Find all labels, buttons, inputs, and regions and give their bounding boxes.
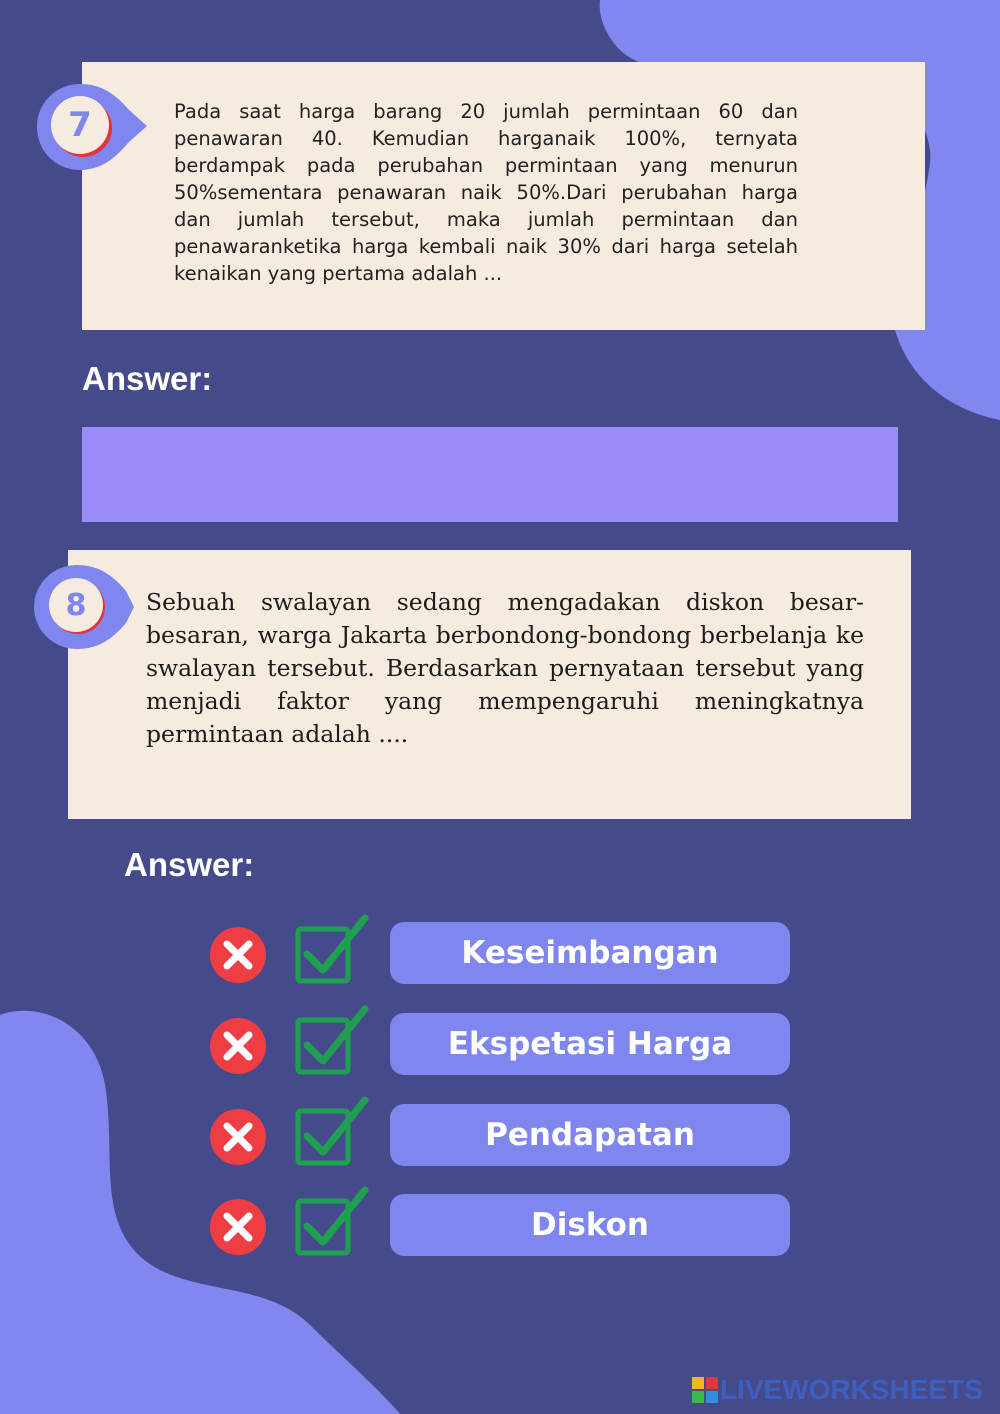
option-row-3 [0, 1104, 1000, 1168]
question-7-answer-input[interactable] [82, 427, 898, 522]
x-circle-icon[interactable] [210, 927, 266, 983]
liveworksheets-logo [692, 1375, 983, 1405]
option-row-1 [0, 922, 1000, 986]
x-circle-icon[interactable] [210, 1018, 266, 1074]
question-7-answer-label: Answer: [82, 360, 213, 397]
checkbox-check-icon[interactable] [293, 1003, 371, 1079]
question-8-number: 8 [65, 587, 87, 623]
option-diskon[interactable]: Diskon [390, 1194, 790, 1256]
question-8-text: Sebuah swalayan sedang mengadakan diskon besar-besaran, warga Jakarta berbondong-bondong berbelanja ke swalayan tersebut. Berdasarkan pernyataan tersebut yang menjadi faktor yang mempengaruhi meningkatnya permintaan adalah .... [146, 588, 864, 748]
checkbox-check-icon[interactable] [293, 912, 371, 988]
option-keseimbangan[interactable]: Keseimbangan [390, 922, 790, 984]
option-row-4 [0, 1194, 1000, 1258]
checkbox-check-icon[interactable] [293, 1094, 371, 1170]
question-7-badge [37, 82, 137, 172]
logo-text: LIVEWORKSHEETS [720, 1374, 983, 1405]
checkbox-check-icon[interactable] [293, 1184, 371, 1260]
option-pendapatan[interactable]: Pendapatan [390, 1104, 790, 1166]
question-8-badge [34, 563, 134, 653]
x-circle-icon[interactable] [210, 1109, 266, 1165]
question-7-number: 7 [68, 105, 92, 145]
option-ekspetasi-harga[interactable]: Ekspetasi Harga [390, 1013, 790, 1075]
x-circle-icon[interactable] [210, 1199, 266, 1255]
logo-blocks-icon [692, 1377, 718, 1403]
option-row-2 [0, 1013, 1000, 1077]
question-8-answer-label: Answer: [124, 846, 255, 883]
question-7-text: Pada saat harga barang 20 jumlah permintaan 60 dan penawaran 40. Kemudian harganaik 100%, ternyata berdampak pada perubahan permintaan yang menurun 50%sementara penawaran naik 50%.Dari perubahan harga dan jumlah tersebut, maka jumlah permintaan dan penawaranketika harga kembali naik 30% dari harga setelah kenaikan yang pertama adalah ... [174, 100, 798, 285]
